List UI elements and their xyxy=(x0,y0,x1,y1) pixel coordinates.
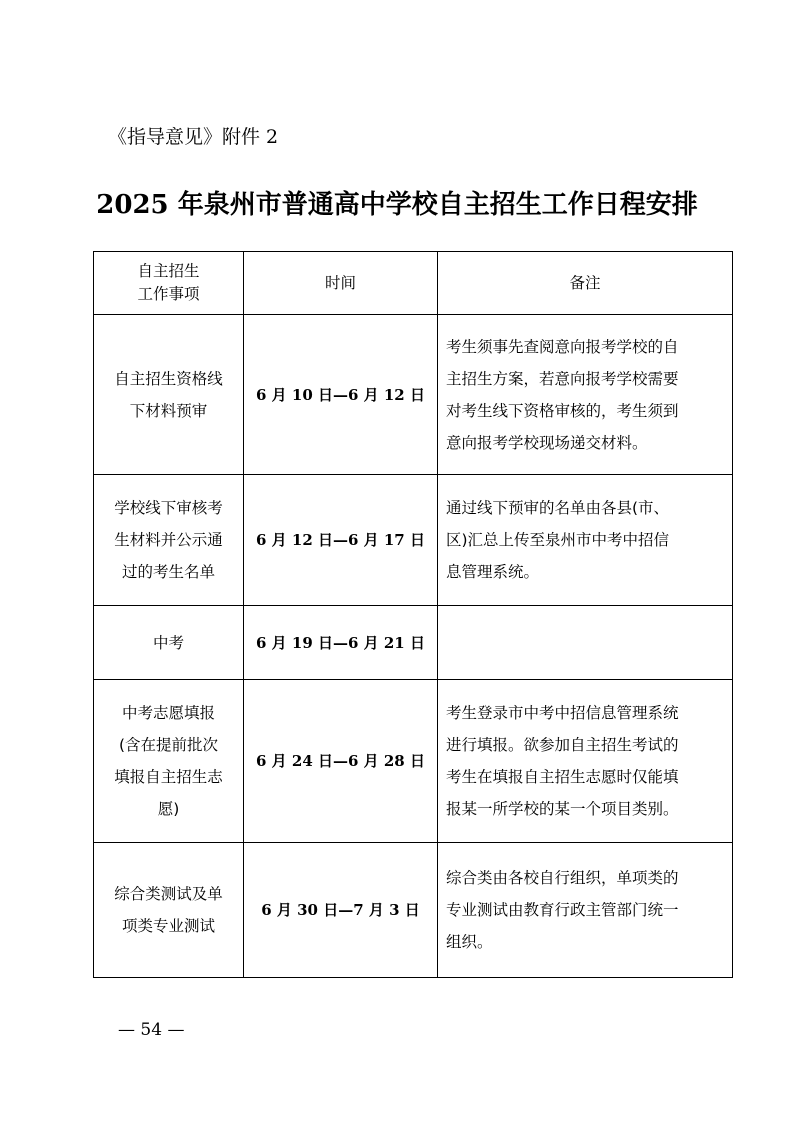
item-cell-line: (含在提前批次 xyxy=(118,736,219,754)
header-text: 工作事项 xyxy=(137,285,200,303)
note-cell-line: 区)汇总上传至泉州市中考中招信 xyxy=(446,531,670,549)
note-cell-line: 组织。 xyxy=(446,933,493,951)
item-cell-line: 中考志愿填报 xyxy=(121,704,215,722)
item-cell-line: 下材料预审 xyxy=(129,401,208,420)
document-title: 2025 年泉州市普通高中学校自主招生工作日程安排 xyxy=(96,190,698,220)
note-cell-line: 考生在填报自主招生志愿时仅能填 xyxy=(446,768,679,786)
time-cell xyxy=(244,680,438,843)
table-header-row xyxy=(94,252,733,315)
table-row xyxy=(94,843,733,978)
item-cell xyxy=(94,475,244,606)
time-cell-line: 6 月 10 日—6 月 12 日 xyxy=(256,385,425,404)
page-number: — 54 — xyxy=(118,1020,185,1040)
time-cell-line: 6 月 19 日—6 月 21 日 xyxy=(256,633,425,652)
table-row xyxy=(94,680,733,843)
note-cell-line: 进行填报。欲参加自主招生考试的 xyxy=(446,736,679,754)
header-text: 时间 xyxy=(324,273,356,292)
note-cell-line: 意向报考学校现场递交材料。 xyxy=(446,433,648,452)
table-row xyxy=(94,315,733,475)
item-cell-line: 综合类测试及单 xyxy=(114,885,223,903)
schedule-table xyxy=(93,251,733,978)
item-cell xyxy=(94,843,244,978)
item-cell xyxy=(94,680,244,843)
note-cell-line: 通过线下预审的名单由各县(市、 xyxy=(446,499,670,517)
time-cell xyxy=(244,475,438,606)
note-cell xyxy=(438,315,733,475)
time-cell-line: 6 月 12 日—6 月 17 日 xyxy=(256,531,425,549)
item-cell-line: 生材料并公示通 xyxy=(114,531,223,549)
item-cell xyxy=(94,606,244,680)
table-row xyxy=(94,475,733,606)
header-time xyxy=(244,252,438,315)
note-cell-line: 综合类由各校自行组织，单项类的 xyxy=(446,869,679,887)
time-cell-line: 6 月 24 日—6 月 28 日 xyxy=(256,752,425,770)
note-cell-line: 考生登录市中考中招信息管理系统 xyxy=(446,704,679,722)
item-cell xyxy=(94,315,244,475)
table-row xyxy=(94,606,733,680)
note-cell-line: 报某一所学校的某一个项目类别。 xyxy=(446,800,679,818)
header-note xyxy=(438,252,733,315)
time-cell xyxy=(244,315,438,475)
note-cell xyxy=(438,680,733,843)
item-cell-line: 愿) xyxy=(157,800,180,818)
time-cell xyxy=(244,843,438,978)
header-item xyxy=(94,252,244,315)
header-text: 自主招生 xyxy=(137,262,200,280)
note-cell-line: 对考生线下资格审核的，考生须到 xyxy=(446,401,679,420)
item-cell-line: 自主招生资格线 xyxy=(114,369,223,388)
item-cell-line: 学校线下审核考 xyxy=(114,499,223,517)
time-cell xyxy=(244,606,438,680)
note-cell xyxy=(438,606,733,680)
attachment-label: 《指导意见》附件 2 xyxy=(108,126,279,148)
item-cell-line: 填报自主招生志 xyxy=(114,768,223,786)
note-cell xyxy=(438,475,733,606)
note-cell-line: 息管理系统。 xyxy=(446,563,540,581)
item-cell-line: 项类专业测试 xyxy=(121,917,215,935)
item-cell-line: 过的考生名单 xyxy=(121,563,215,581)
note-cell-line: 考生须事先查阅意向报考学校的自 xyxy=(446,337,679,356)
time-cell-line: 6 月 30 日—7 月 3 日 xyxy=(261,901,420,919)
note-cell-line: 专业测试由教育行政主管部门统一 xyxy=(446,901,679,919)
note-cell xyxy=(438,843,733,978)
header-text: 备注 xyxy=(569,273,601,292)
item-cell-line: 中考 xyxy=(152,633,184,652)
note-cell-line: 主招生方案，若意向报考学校需要 xyxy=(446,369,679,388)
